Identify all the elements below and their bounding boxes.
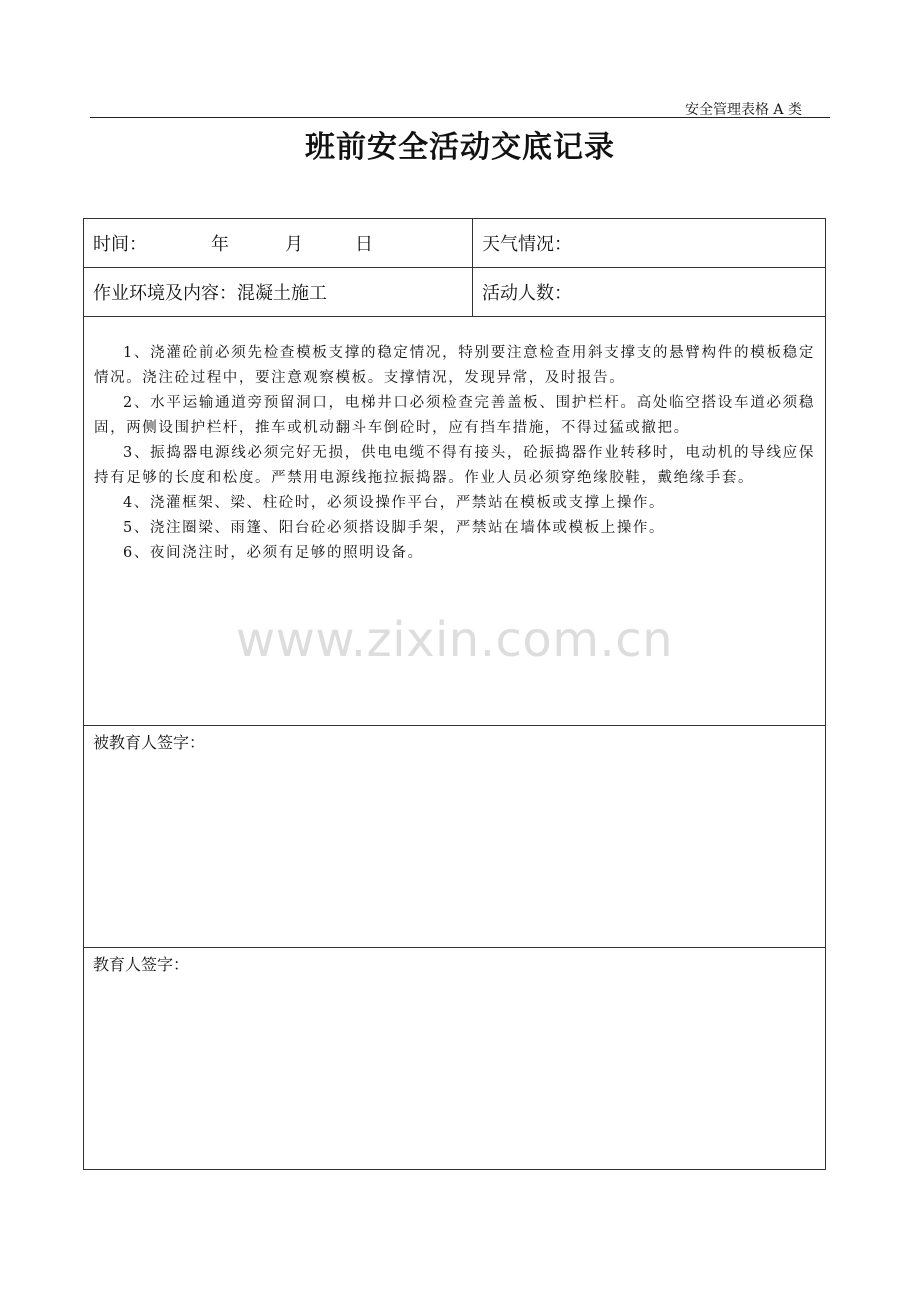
time-label: 时间： [93,234,147,255]
header-rule [90,117,830,118]
briefing-item-5: 5、浇注圈梁、雨篷、阳台砼必须搭设脚手架，严禁站在墙体或模板上操作。 [123,520,666,536]
time-cell[interactable] [84,219,473,268]
form-row-time-weather [84,219,826,268]
form-category-note: 安全管理表格 A 类 [684,102,802,118]
participants-cell[interactable] [473,268,826,317]
weather-label: 天气情况： [482,234,572,255]
day-label: 日 [355,234,373,255]
document-title: 班前安全活动交底记录 [305,130,615,165]
year-label: 年 [211,234,229,255]
briefing-form-table [83,218,826,1170]
form-row-trainer-signature [84,948,826,1170]
trainer-signature-label: 教育人签字： [93,955,190,974]
form-row-content [84,317,826,726]
environment-label: 作业环境及内容：混凝土施工 [93,283,327,304]
form-row-trainee-signature [84,726,826,948]
form-row-environment-participants [84,268,826,317]
month-label: 月 [285,234,303,255]
briefing-item-1: 1、浇灌砼前必须先检查模板支撑的稳定情况，特别要注意检查用斜支撑支的悬臂构件的模板稳定情况。浇注砼过程中，要注意观察模板。支撑情况，发现异常，及时报告。 [94,345,815,386]
briefing-item-2: 2、水平运输通道旁预留洞口，电梯井口必须检查完善盖板、围护栏杆。高处临空搭设车道必须稳固，两侧设围护栏杆，推车或机动翻斗车倒砼时，应有挡车措施，不得过猛或撤把。 [94,395,815,436]
briefing-item-4: 4、浇灌框架、梁、柱砼时，必须设操作平台，严禁站在模板或支撑上操作。 [123,495,666,511]
weather-cell[interactable] [473,219,826,268]
environment-cell[interactable] [84,268,473,317]
briefing-item-6: 6、夜间浇注时，必须有足够的照明设备。 [123,545,424,561]
trainer-signature-cell[interactable] [84,948,826,1170]
briefing-content-cell [84,317,826,726]
participants-label: 活动人数： [482,283,572,304]
trainee-signature-label: 被教育人签字： [93,733,206,752]
trainee-signature-cell[interactable] [84,726,826,948]
watermark: www.zixin.com.cn [235,612,674,668]
briefing-item-3: 3、振捣器电源线必须完好无损，供电电缆不得有接头，砼振捣器作业转移时，电动机的导线应保持有足够的长度和松度。严禁用电源线拖拉振捣器。作业人员必须穿绝缘胶鞋，戴绝缘手套。 [94,445,815,486]
